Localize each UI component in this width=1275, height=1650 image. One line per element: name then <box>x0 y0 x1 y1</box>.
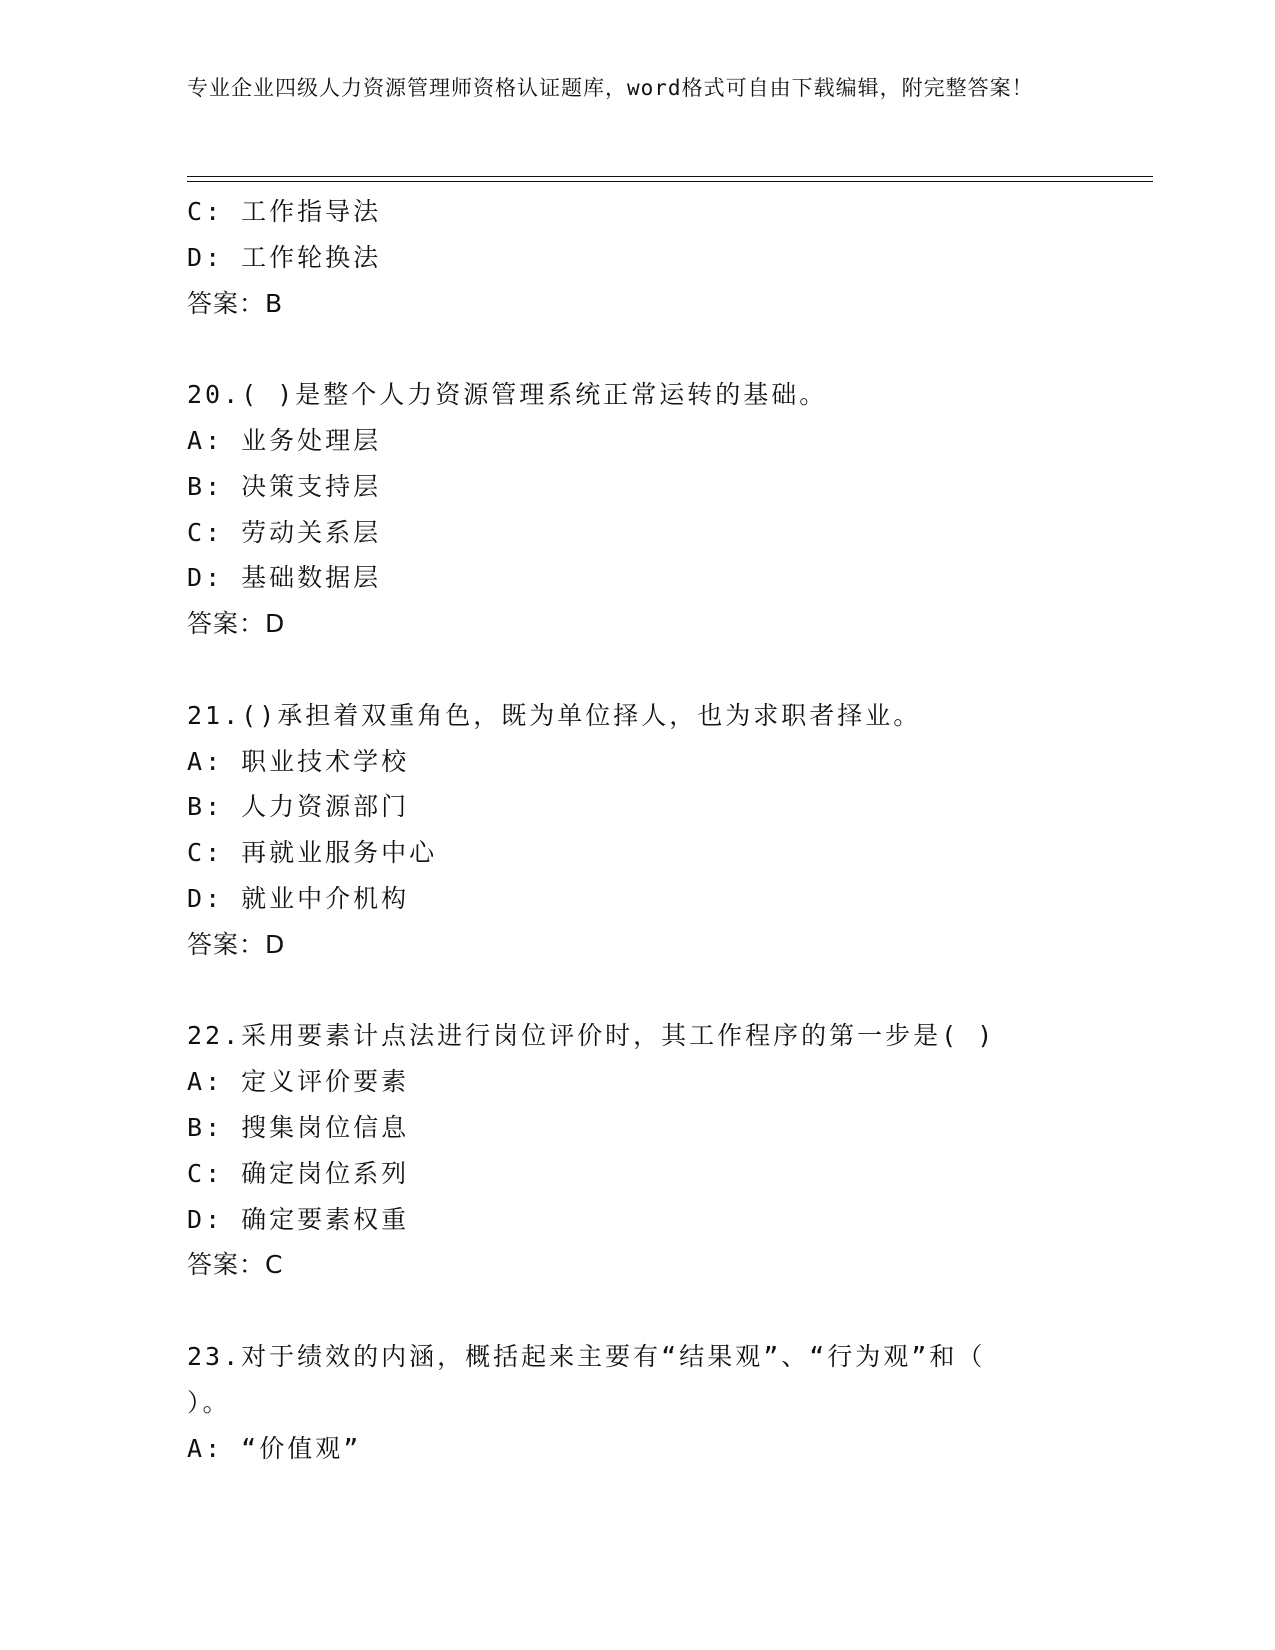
answer: 答案：B <box>187 288 284 318</box>
question-text: 22.采用要素计点法进行岗位评价时，其工作程序的第一步是( ) <box>187 1021 996 1051</box>
option-a: A: 定义评价要素 <box>187 1067 410 1097</box>
option-c: C: 工作指导法 <box>187 197 382 226</box>
option-d: D: 确定要素权重 <box>187 1204 410 1234</box>
option-b: B: 人力资源部门 <box>187 792 410 822</box>
option-b: B: 决策支持层 <box>187 471 382 501</box>
question-list <box>187 189 1087 1471</box>
option-b: B: 搜集岗位信息 <box>187 1112 410 1142</box>
header-rule-top <box>187 176 1153 177</box>
question-block <box>187 372 1087 647</box>
question-text: 21.()承担着双重角色，既为单位择人，也为求职者择业。 <box>187 700 922 730</box>
question-block <box>187 189 1087 326</box>
document-header: 专业企业四级人力资源管理师资格认证题库，word格式可自由下载编辑，附完整答案！ <box>187 76 1034 100</box>
option-c: C: 劳动关系层 <box>187 517 382 547</box>
question-block <box>187 1334 1087 1471</box>
option-d: D: 工作轮换法 <box>187 242 382 272</box>
option-a: A: “价值观” <box>187 1433 362 1463</box>
option-a: A: 业务处理层 <box>187 425 382 455</box>
answer: 答案：D <box>187 929 286 959</box>
question-block <box>187 693 1087 968</box>
answer: 答案：C <box>187 1250 284 1280</box>
question-block <box>187 1013 1087 1288</box>
header-rule-bottom <box>187 181 1153 182</box>
question-text: 23.对于绩效的内涵，概括起来主要有“结果观”、“行为观”和（ ）。 <box>187 1341 986 1417</box>
option-c: C: 确定岗位系列 <box>187 1158 410 1188</box>
option-d: D: 就业中介机构 <box>187 883 410 913</box>
answer: 答案：D <box>187 609 286 639</box>
question-text: 20.( )是整个人力资源管理系统正常运转的基础。 <box>187 380 828 410</box>
option-c: C: 再就业服务中心 <box>187 838 438 868</box>
option-d: D: 基础数据层 <box>187 563 382 593</box>
option-a: A: 职业技术学校 <box>187 746 410 776</box>
